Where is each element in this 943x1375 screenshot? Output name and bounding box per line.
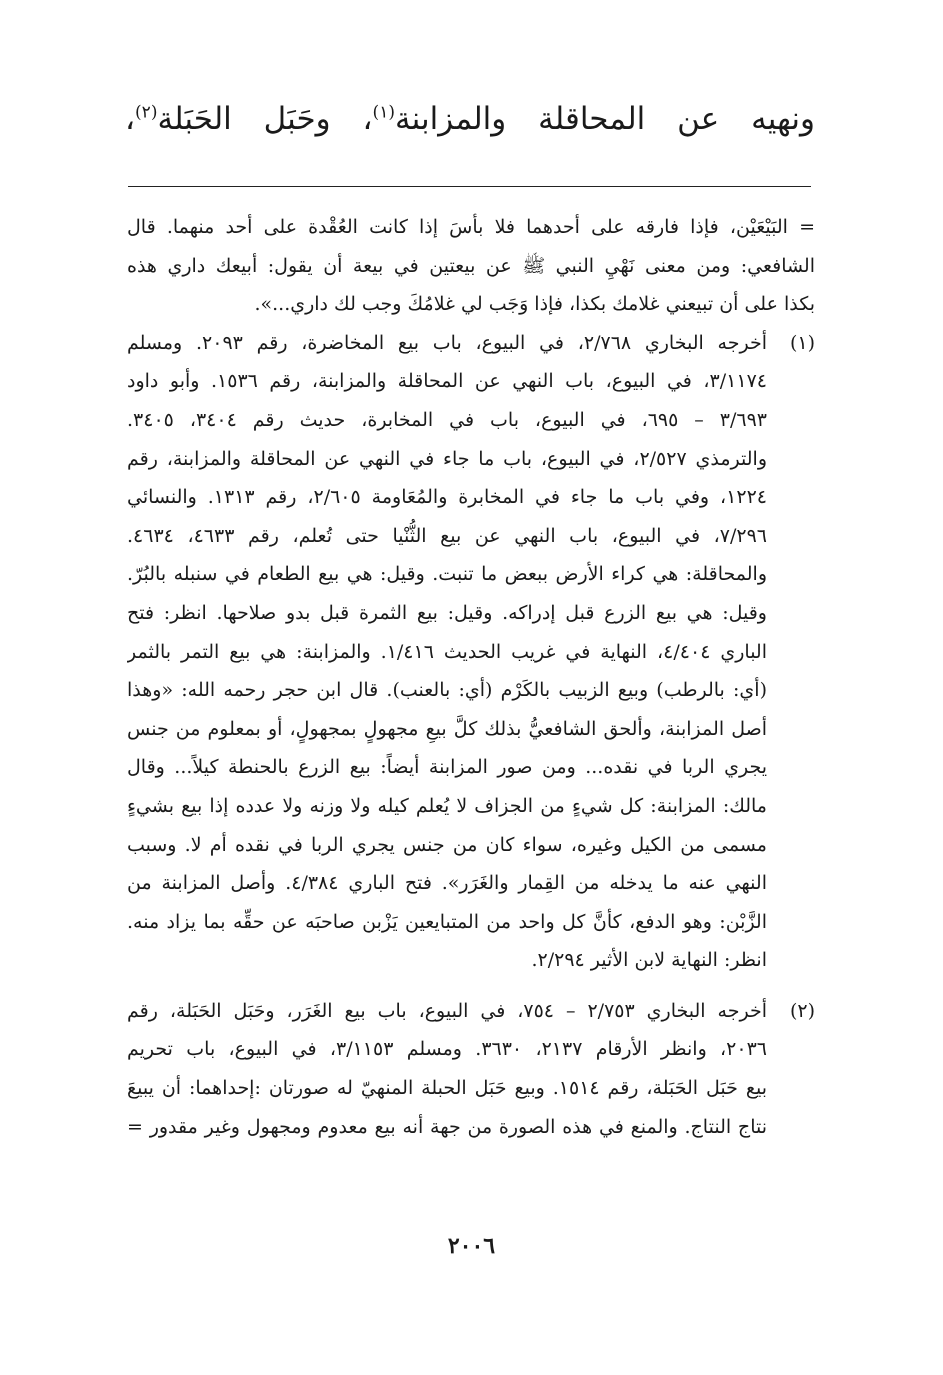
footnote-line: بكذا على أن تبيعني غلامك بكذا، فإذا وَجَب لي غلامُكَ وجب لك داري...».: [254, 293, 815, 316]
footnote-1: [127, 324, 815, 980]
footnotes-area: [127, 208, 815, 1146]
page-number: ٢٠٠٦: [447, 1233, 496, 1259]
footnote-line: مسمى من الكيل وغيره، سواء كان من جنس يجري الربا في نقده أم لا. وسبب: [127, 833, 767, 856]
footnote-2-marker: (٢): [789, 999, 815, 1022]
footnote-line: أخرجه البخاري ٢/٧٦٨، في البيوع، باب بيع المخاضرة، رقم ٢٠٩٣. ومسلم: [127, 331, 767, 354]
footnote-line: والمحاقلة: هي كراء الأرض ببعض ما تنبت. وقيل: هي بيع الطعام في سنبله بالبُرّ.: [127, 563, 767, 586]
footnote-line: الزَّبْن: وهو الدفع، كأنَّ كل واحد من المتبايعين يَزْبن صاحبَه عن حقِّه بما يزاد منه.: [127, 910, 767, 933]
footnote-continuation: [127, 208, 815, 324]
footnote-line: أصل المزابنة، وألحق الشافعيُّ بذلك كلَّ بيعِ مجهولٍ بمجهولٍ، أو بمعلوم من جنس: [127, 717, 767, 740]
footnote-line: والترمذي ٢/٥٢٧، في البيوع، باب ما جاء في النهي عن المحاقلة والمزابنة، رقم: [127, 447, 768, 470]
footnote-line: ٣/١١٧٤، في البيوع، باب النهي عن المحاقلة والمزابنة، رقم ١٥٣٦. وأبو داود: [127, 370, 767, 393]
main-text-part-2: ، وحَبَل الحَبَلة: [157, 101, 373, 137]
footnote-2: [127, 992, 815, 1146]
main-text-part-3: ،: [125, 101, 136, 137]
footnote-line: ٢٠٣٦، وانظر الأرقام ٢١٣٧، ٣٦٣٠. ومسلم ٣/١١٥٣، في البيوع، باب تحريم: [127, 1038, 767, 1061]
footnote-1-marker: (١): [789, 331, 815, 354]
footnote-line: انظر: النهاية لابن الأثير ٢/٢٩٤.: [531, 949, 767, 972]
footnote-line: (أي: بالرطب) وبيع الزبيب بالكَرْم (أي: بالعنب). قال ابن حجر رحمه الله: «وهذا: [127, 679, 767, 702]
footnote-line: الشافعي: ومن معنى نَهْيِ النبي ﷺ عن بيعتين في بيعة أن يقول: أبيعك داري هذه: [127, 254, 815, 277]
footnote-line: ٣/٦٩٣ – ٦٩٥، في البيوع، باب في المخابرة، حديث رقم ٣٤٠٤، ٣٤٠٥.: [127, 408, 767, 431]
footnote-line: مالك: المزابنة: كل شيءٍ من الجزاف لا يُعلم كيله ولا وزنه ولا عدده إذا بيع بشيءٍ: [127, 794, 767, 817]
footnote-line: الباري ٤/٤٠٤، النهاية في غريب الحديث ١/٤١٦. والمزابنة: هي بيع التمر بالثمر: [127, 640, 767, 663]
footnote-line: بيع حَبَل الحَبَلة، رقم ١٥١٤. وبيع حَبَل الحبلة المنهيّ له صورتان :إحداهما: أن يبيعَ: [127, 1077, 767, 1100]
main-text-part-1: ونهيه عن المحاقلة والمزابنة: [395, 101, 815, 137]
main-text-line: [125, 95, 815, 143]
footnote-line: نتاج النتاج. والمنع في هذه الصورة من جهة أنه بيع معدوم ومجهول وغير مقدور =: [127, 1115, 767, 1138]
footnote-line: يجري الربا في نقده... ومن صور المزابنة أيضاً: بيع الزرع بالحنطة كيلاً... وقال: [127, 756, 767, 779]
footnote-ref-1: (١): [372, 102, 395, 123]
footnote-line: ١٢٢٤، وفي باب ما جاء في المخابرة والمُعَاومة ٢/٦٠٥، رقم ١٣١٣. والنسائي: [127, 486, 767, 509]
footnote-line: ٧/٢٩٦، في البيوع، باب النهي عن بيع الثُّنْيا حتى تُعلم، رقم ٤٦٣٣، ٤٦٣٤.: [127, 524, 767, 547]
footnote-line: أخرجه البخاري ٢/٧٥٣ – ٧٥٤، في البيوع، باب بيع الغَرَر، وحَبَل الحَبَلة، رقم: [127, 999, 767, 1022]
footnote-line: وقيل: هي بيع الزرع قبل إدراكه. وقيل: بيع الثمرة قبل بدو صلاحها. انظر: فتح: [127, 601, 767, 624]
footnote-separator: [128, 186, 811, 187]
footnote-line: النهي عنه ما يدخله من القِمار والغَرَر». فتح الباري ٤/٣٨٤. وأصل المزابنة من: [127, 872, 767, 895]
footnote-line: = البَيْعَيْن، فإذا فارقه على أحدهما فلا بأسَ إذا كانت العُقْدة على أحد منهما. قال: [127, 216, 815, 238]
footnote-ref-2: (٢): [135, 102, 158, 123]
